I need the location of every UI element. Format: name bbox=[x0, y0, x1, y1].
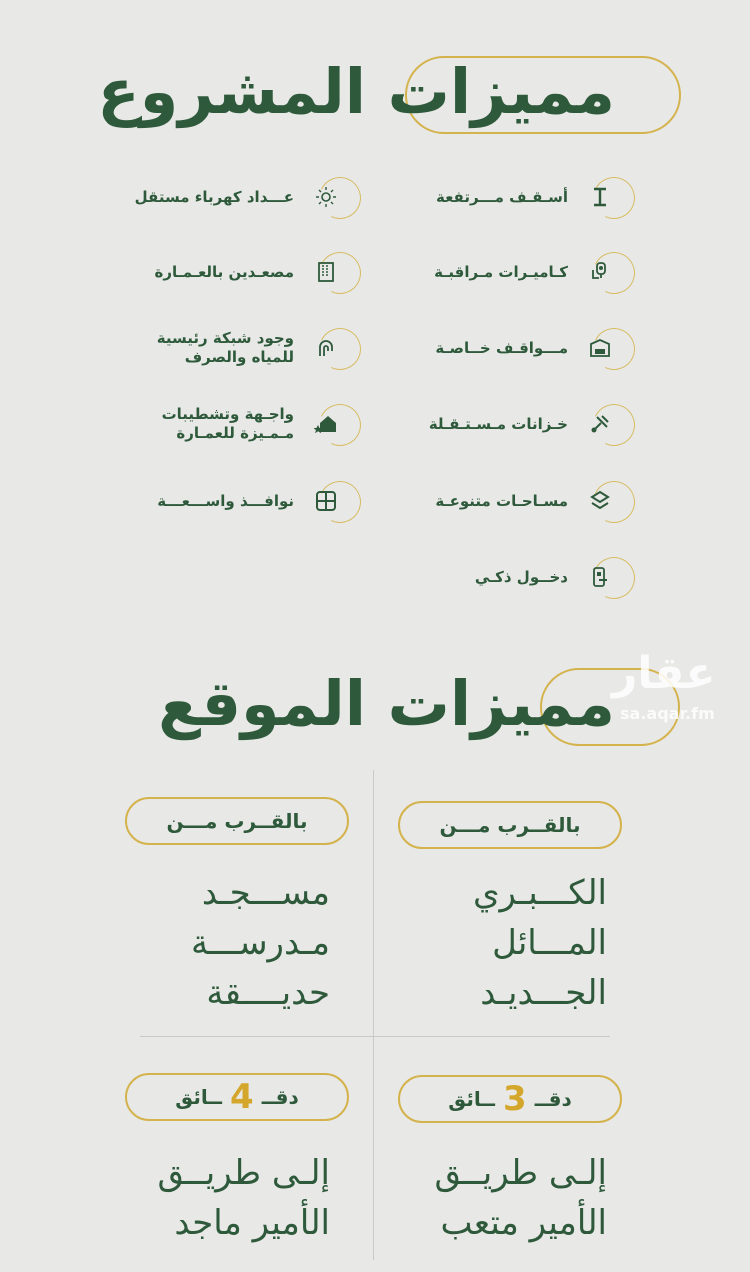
project-title: مميزات المشروع bbox=[97, 55, 615, 128]
feature-parking bbox=[435, 326, 632, 370]
feature-facade bbox=[162, 402, 358, 446]
minutes-badge-right bbox=[398, 1075, 622, 1123]
road-right-line2: الأمير متعب bbox=[440, 1203, 607, 1243]
place-right-3: الجـــديـد bbox=[480, 973, 607, 1013]
feature-label: عـــداد كهرباء مستقل bbox=[134, 187, 294, 206]
house-star-icon bbox=[318, 404, 358, 444]
feature-tanks bbox=[429, 402, 632, 446]
feature-label: مـــواقـف خــاصـة bbox=[435, 338, 568, 357]
pipe-icon bbox=[318, 328, 358, 368]
minutes-number: 3 bbox=[503, 1079, 527, 1119]
place-left-3: حديــــقة bbox=[206, 973, 330, 1013]
column-divider bbox=[373, 770, 374, 1260]
watermark-url: sa.aqar.fm bbox=[620, 704, 715, 723]
garage-icon bbox=[592, 328, 632, 368]
beam-icon bbox=[592, 177, 632, 217]
feature-label: أسـقـف مـــرتفعة bbox=[435, 187, 568, 206]
road-left-line1: إلـى طريــق bbox=[157, 1153, 330, 1193]
watermark-brand: عقار bbox=[612, 648, 716, 699]
near-label: بالقــرب مـــن bbox=[166, 809, 308, 833]
minutes-suffix: ــائق bbox=[175, 1085, 223, 1109]
minutes-prefix: دقــ bbox=[261, 1085, 299, 1109]
feature-label: كـاميـرات مـراقبـة bbox=[434, 262, 568, 281]
feature-cameras bbox=[434, 250, 632, 294]
near-label: بالقــرب مـــن bbox=[439, 813, 581, 837]
road-left-line2: الأمير ماجد bbox=[174, 1203, 330, 1243]
place-right-2: المـــائل bbox=[492, 923, 607, 963]
feature-water-network bbox=[157, 326, 358, 370]
feature-label-line2: مـمـيزة للعمـارة bbox=[176, 424, 294, 442]
feature-label bbox=[162, 405, 294, 443]
minutes-number: 4 bbox=[230, 1077, 254, 1117]
feature-label: مصعـدين بالعـمـارة bbox=[154, 262, 294, 281]
smart-lock-icon bbox=[592, 557, 632, 597]
near-badge-right bbox=[398, 801, 622, 849]
camera-icon bbox=[592, 252, 632, 292]
feature-label: خـزانات مـسـتـقـلة bbox=[428, 414, 568, 433]
row-divider bbox=[140, 1036, 610, 1037]
minutes-prefix: دقــ bbox=[534, 1087, 572, 1111]
place-left-2: مـدرســـة bbox=[190, 923, 330, 963]
feature-label bbox=[157, 329, 294, 367]
place-left-1: مســـجـد bbox=[201, 873, 330, 913]
window-icon bbox=[318, 481, 358, 521]
feature-high-ceilings bbox=[436, 175, 632, 219]
layers-icon bbox=[592, 481, 632, 521]
bulb-icon bbox=[318, 177, 358, 217]
feature-elevators bbox=[155, 250, 358, 294]
tank-icon bbox=[592, 404, 632, 444]
elevator-icon bbox=[318, 252, 358, 292]
feature-label-line2: للمياه والصرف bbox=[184, 348, 294, 366]
feature-windows bbox=[157, 479, 358, 523]
feature-label: دخــول ذكـي bbox=[474, 567, 568, 586]
feature-label: نوافـــذ واســـعـــة bbox=[157, 491, 294, 510]
feature-label-line1: واجـهة وتشطيبات bbox=[161, 405, 294, 423]
place-right-1: الكـــبـري bbox=[472, 873, 607, 913]
minutes-suffix: ــائق bbox=[448, 1087, 496, 1111]
feature-label: مسـاحـات متنوعـة bbox=[435, 491, 568, 510]
feature-label-line1: وجود شبكة رئيسية bbox=[156, 329, 294, 347]
location-title: مميزات الموقع bbox=[158, 667, 615, 740]
feature-smart-entry bbox=[475, 555, 632, 599]
road-right-line1: إلـى طريــق bbox=[434, 1153, 607, 1193]
feature-electric-meter bbox=[135, 175, 358, 219]
near-badge-left bbox=[125, 797, 349, 845]
minutes-badge-left bbox=[125, 1073, 349, 1121]
feature-spaces bbox=[435, 479, 632, 523]
